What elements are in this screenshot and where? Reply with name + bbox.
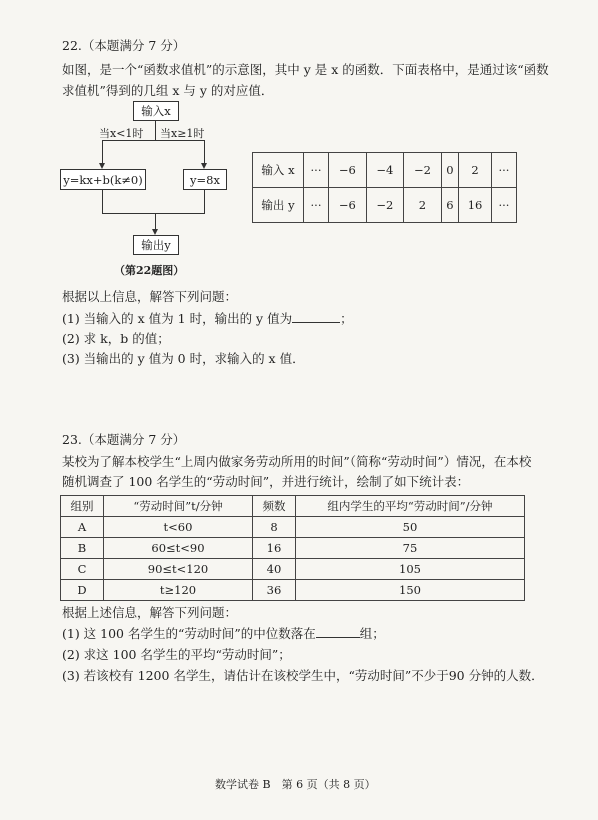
figure-caption: （第22题图） — [114, 264, 185, 277]
q22-sub2: (2) 求 k，b 的值； — [62, 331, 170, 346]
table-cell: A — [61, 517, 104, 538]
q22-sub1-text: (1) 当输入的 x 值为 1 时，输出的 y 值为 — [62, 311, 293, 326]
table-cell: −2 — [404, 153, 442, 188]
answer-blank — [316, 626, 360, 638]
q22-heading: 22.（本题满分 7 分） — [62, 38, 186, 53]
q23-intro-line1: 某校为了解本校学生“上周内做家务劳动所用的时间”（简称“劳动时间”）情况，在本校 — [62, 454, 532, 469]
page-footer: 数学试卷 B 第 6 页（共 8 页） — [215, 778, 376, 791]
table-cell: 105 — [296, 559, 525, 580]
table-cell: 2 — [404, 188, 442, 223]
table-cell: −4 — [366, 153, 404, 188]
table-cell: ··· — [304, 188, 329, 223]
table-cell: C — [61, 559, 104, 580]
q22-intro-line1: 如图，是一个“函数求值机”的示意图，其中 y 是 x 的函数．下面表格中，是通过该“函数 — [62, 62, 549, 77]
table-cell: 60≤t<90 — [104, 538, 253, 559]
table-cell: 50 — [296, 517, 525, 538]
table-cell: 2 — [459, 153, 492, 188]
row-label: 输入 x — [253, 153, 304, 188]
table-row — [253, 153, 517, 188]
flow-output-box: 输出y — [133, 235, 179, 255]
column-header: 组内学生的平均“劳动时间”/分钟 — [296, 496, 525, 517]
table-cell: 36 — [253, 580, 296, 601]
flow-branch-left: 当x<1时 — [99, 127, 144, 140]
q23-heading: 23.（本题满分 7 分） — [62, 432, 186, 447]
table-cell: ··· — [491, 188, 516, 223]
stats-table — [60, 495, 525, 601]
table-cell: ··· — [491, 153, 516, 188]
flow-formula-right: y=8x — [183, 169, 227, 190]
table-cell: 0 — [441, 153, 458, 188]
table-cell: 150 — [296, 580, 525, 601]
flow-connector — [155, 120, 156, 140]
q23-sub2: (2) 求这 100 名学生的平均“劳动时间”； — [62, 647, 291, 662]
flow-connector — [102, 213, 205, 214]
q22-sub3: (3) 当输出的 y 值为 0 时，求输入的 x 值． — [62, 351, 305, 366]
table-cell: t≥120 — [104, 580, 253, 601]
q23-sub1-end: 组； — [359, 626, 385, 641]
q22-intro-line2: 求值机”得到的几组 x 与 y 的对应值． — [62, 83, 274, 98]
q23-sub1-text: (1) 这 100 名学生的“劳动时间”的中位数落在 — [62, 626, 316, 641]
q23-intro-line2: 随机调查了 100 名学生的“劳动时间”，并进行统计，绘制了如下统计表： — [62, 474, 470, 489]
flow-branch-right: 当x≥1时 — [160, 127, 205, 140]
table-cell: 75 — [296, 538, 525, 559]
table-cell: −6 — [329, 188, 367, 223]
table-cell: D — [61, 580, 104, 601]
q23-sub3: (3) 若该校有 1200 名学生，请估计在该校学生中，“劳动时间”不少于90 分钟的人数． — [62, 668, 544, 683]
q23-sub1 — [62, 626, 385, 641]
q22-prompt: 根据以上信息，解答下列问题： — [62, 289, 238, 304]
table-cell: B — [61, 538, 104, 559]
table-row — [61, 538, 525, 559]
table-cell: t<60 — [104, 517, 253, 538]
table-cell: 8 — [253, 517, 296, 538]
flow-connector — [102, 189, 103, 213]
flow-connector — [204, 189, 205, 213]
column-header: 频数 — [253, 496, 296, 517]
table-cell: 40 — [253, 559, 296, 580]
table-cell: 90≤t<120 — [104, 559, 253, 580]
table-row — [61, 559, 525, 580]
answer-blank — [292, 311, 340, 323]
table-cell: 16 — [253, 538, 296, 559]
column-header: 组别 — [61, 496, 104, 517]
q22-sub1-end: ； — [340, 311, 353, 326]
q23-prompt: 根据上述信息，解答下列问题： — [62, 605, 238, 620]
table-cell: −2 — [366, 188, 404, 223]
row-label: 输出 y — [253, 188, 304, 223]
table-header-row — [61, 496, 525, 517]
q22-sub1 — [62, 311, 353, 326]
column-header: “劳动时间”t/分钟 — [104, 496, 253, 517]
table-row — [61, 517, 525, 538]
table-cell: ··· — [304, 153, 329, 188]
table-row — [253, 188, 517, 223]
table-cell: 6 — [441, 188, 458, 223]
io-table — [252, 152, 517, 223]
flow-formula-left: y=kx+b(k≠0) — [60, 169, 146, 190]
table-cell: 16 — [459, 188, 492, 223]
table-row — [61, 580, 525, 601]
flow-input-box: 输入x — [133, 101, 179, 121]
table-cell: −6 — [329, 153, 367, 188]
